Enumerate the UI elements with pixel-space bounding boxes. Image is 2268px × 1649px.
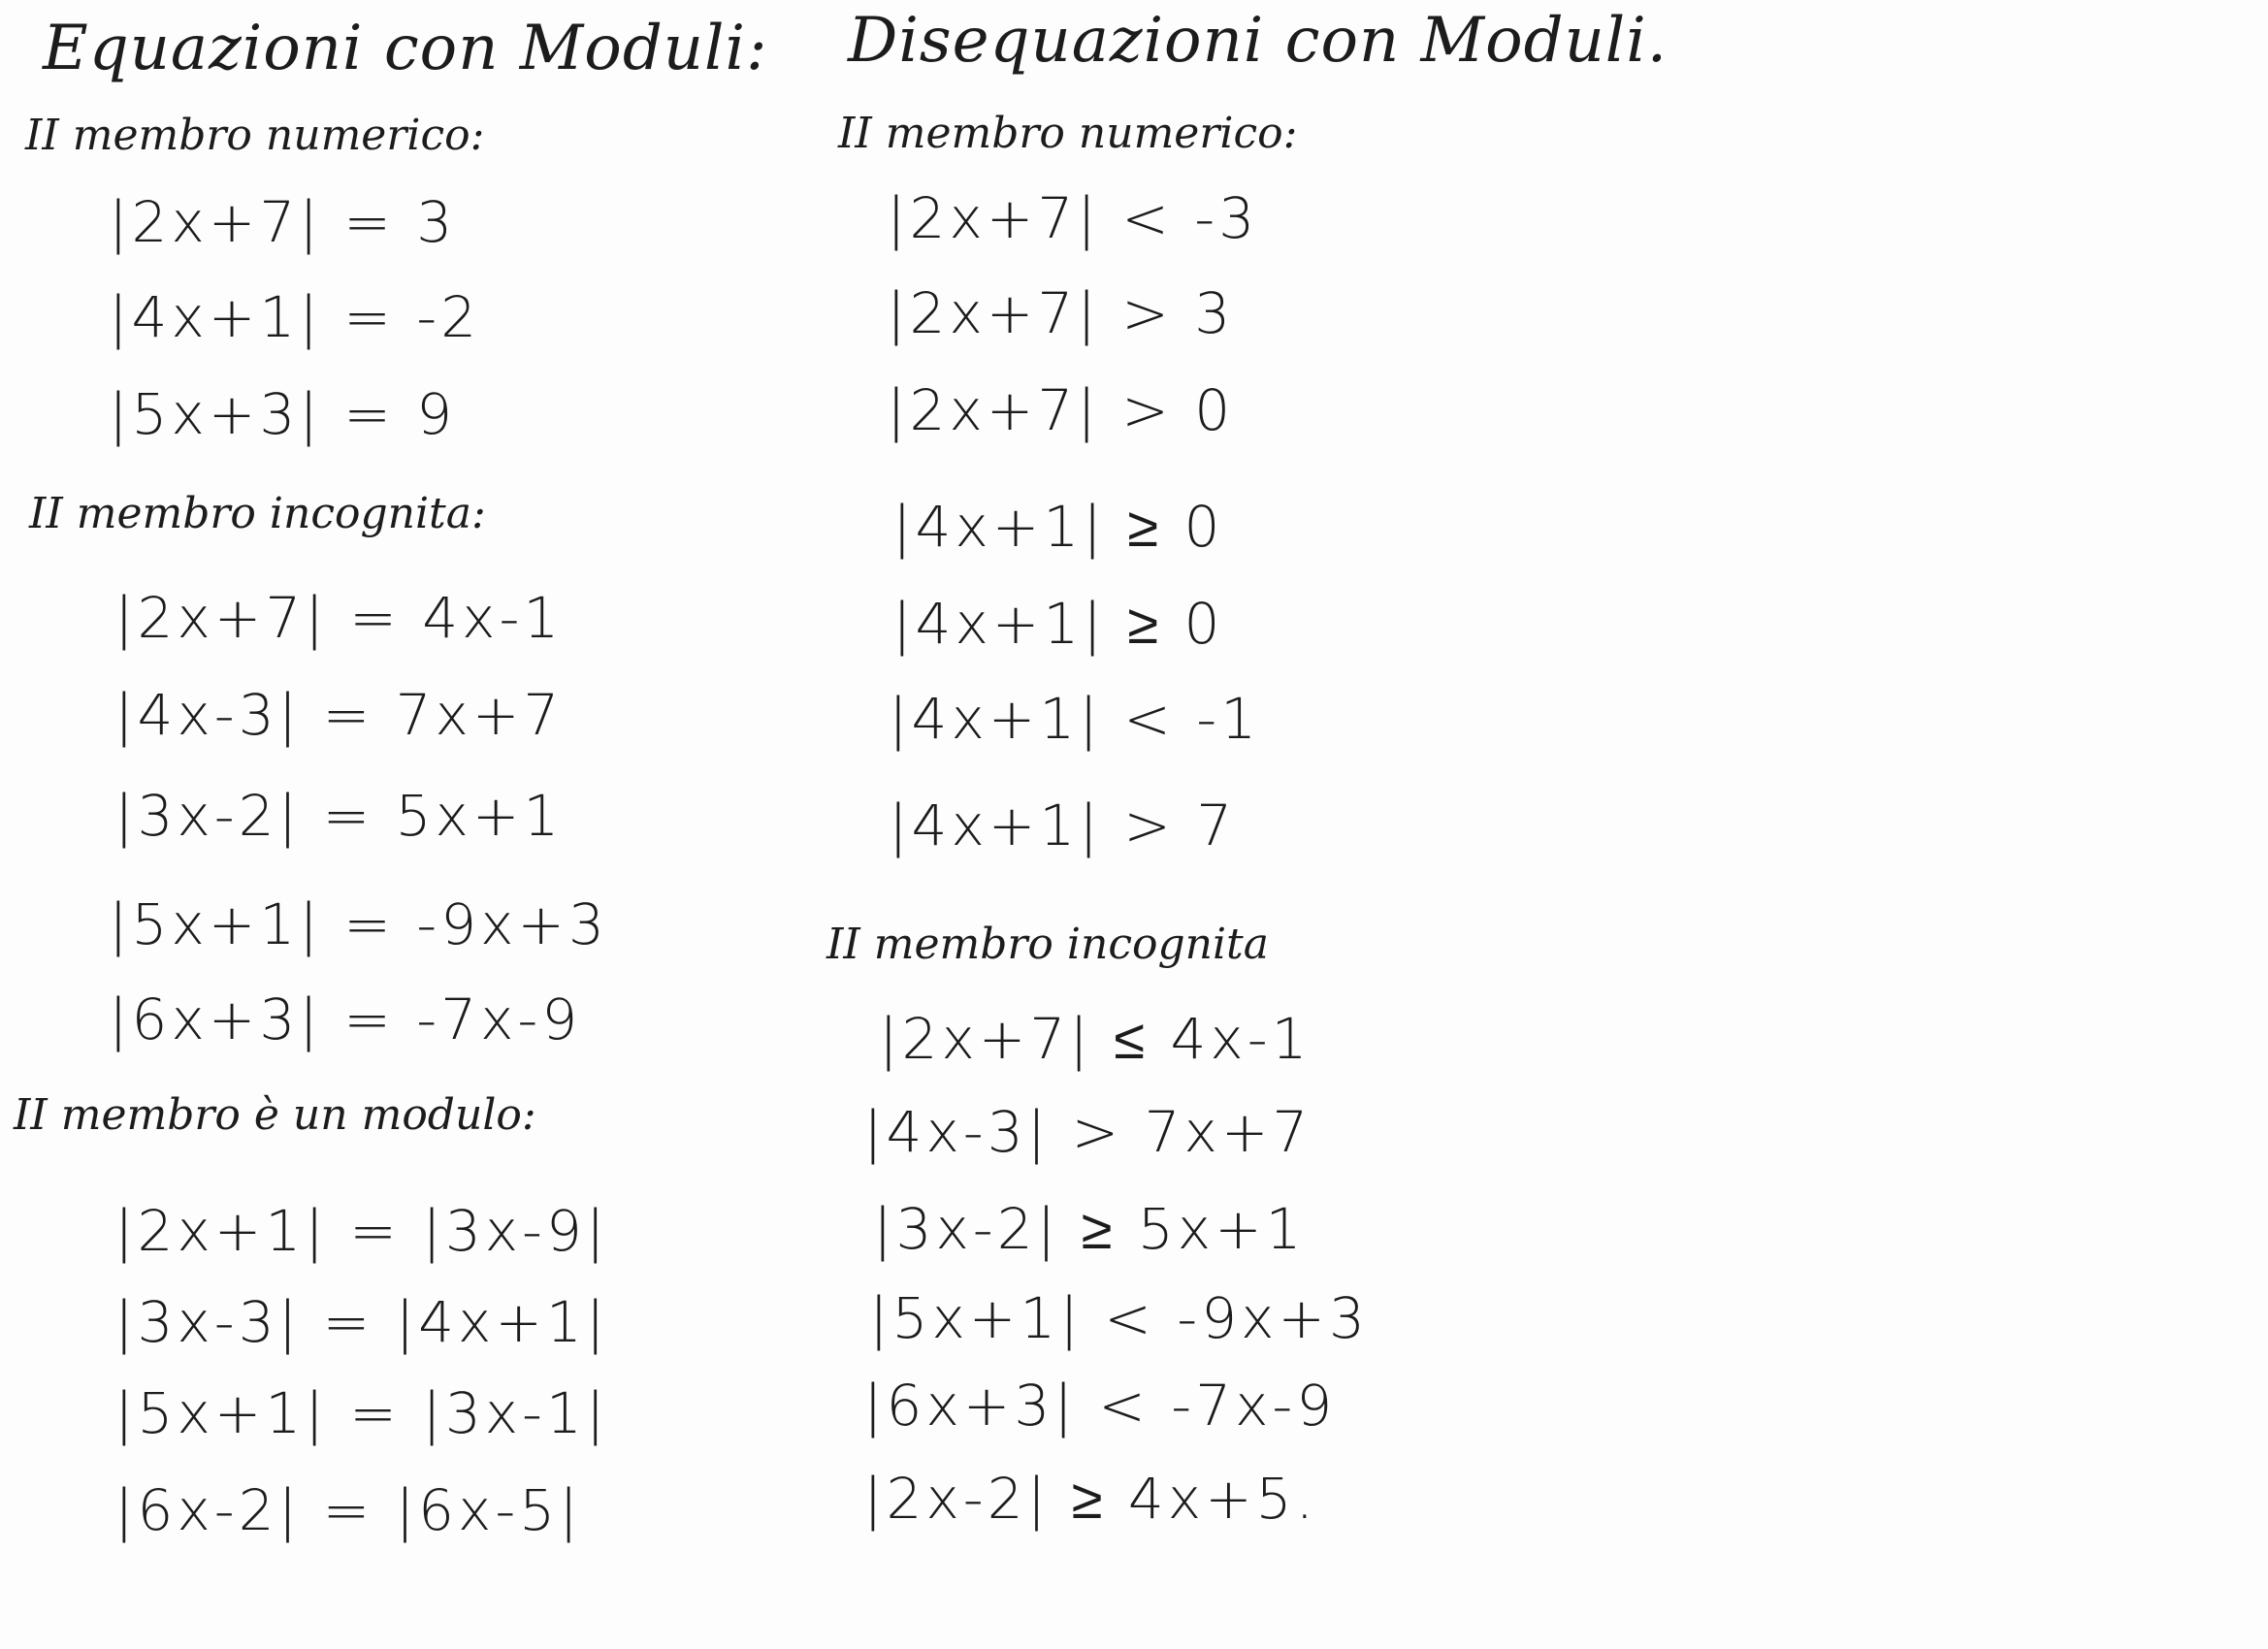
right-inequality: |2x+7| ≤ 4x-1 — [879, 1006, 1312, 1072]
left-equation: |2x+7| = 4x-1 — [114, 585, 564, 651]
right-inequality: |6x+3| < -7x-9 — [863, 1373, 1337, 1439]
right-inequality: |4x+1| > 7 — [889, 792, 1237, 858]
left-equation: |5x+3| = 9 — [109, 381, 457, 447]
left-equation: |6x-2| = |6x-5| — [114, 1477, 582, 1543]
right-inequality: |2x+7| > 3 — [887, 280, 1235, 346]
right-inequality: |2x-2| ≥ 4x+5. — [863, 1466, 1318, 1532]
left-section-heading-1: II membro numerico: — [25, 111, 485, 160]
right-title: Disequazioni con Moduli. — [848, 5, 1669, 77]
left-equation: |4x+1| = -2 — [109, 284, 481, 350]
left-equation: |6x+3| = -7x-9 — [109, 986, 582, 1052]
right-inequality: |4x+1| < -1 — [889, 686, 1261, 752]
right-inequality: |4x+1| ≥ 0 — [892, 591, 1224, 657]
left-title: Equazioni con Moduli: — [43, 13, 768, 84]
right-inequality: |5x+1| < -9x+3 — [869, 1285, 1369, 1351]
right-inequality: |3x-2| ≥ 5x+1 — [873, 1196, 1306, 1262]
right-section-heading-2: II membro incognita — [826, 920, 1269, 969]
left-equation: |5x+1| = -9x+3 — [109, 891, 608, 957]
right-inequality: |4x-3| > 7x+7 — [863, 1099, 1312, 1165]
left-equation: |4x-3| = 7x+7 — [114, 682, 564, 748]
left-equation: |3x-3| = |4x+1| — [114, 1289, 609, 1355]
left-section-heading-3: II membro è un modulo: — [14, 1090, 536, 1140]
right-section-heading-1: II membro numerico: — [838, 109, 1298, 158]
left-equation: |2x+1| = |3x-9| — [114, 1198, 609, 1264]
left-section-heading-2: II membro incognita: — [29, 489, 486, 538]
right-inequality: |2x+7| > 0 — [887, 377, 1235, 443]
left-equation: |5x+1| = |3x-1| — [114, 1380, 609, 1446]
right-inequality: |4x+1| ≥ 0 — [892, 494, 1224, 560]
left-equation: |2x+7| = 3 — [109, 189, 457, 255]
right-inequality: |2x+7| < -3 — [887, 185, 1259, 251]
left-equation: |3x-2| = 5x+1 — [114, 783, 564, 849]
